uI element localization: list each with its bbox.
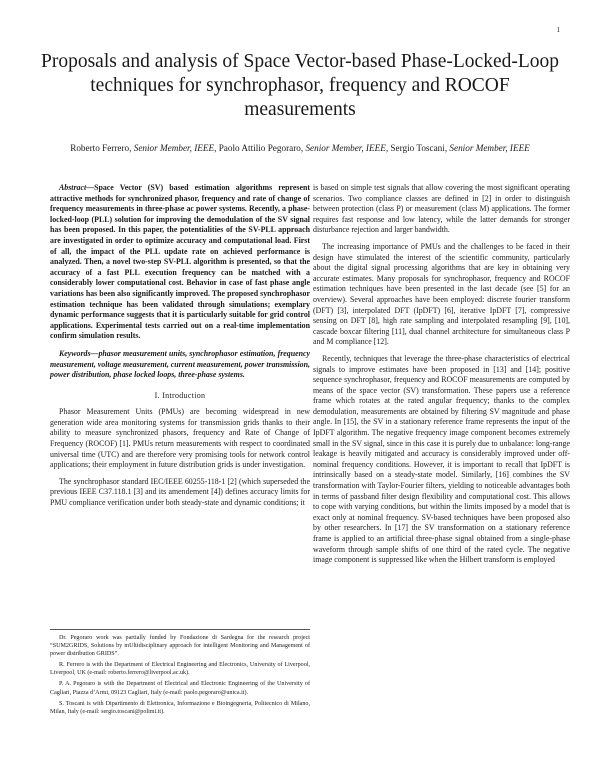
keywords-label: Keywords	[59, 348, 91, 358]
author-list	[55, 142, 545, 155]
page-number: 1	[556, 26, 560, 34]
footnote-funding: Dr. Pegoraro work was partially funded by Fondazione di Sardegna for the research project “SUM2GRIDS, Solutions by mUltidisciplinary approach for intelligent Monitoring and Management of power distribution GRIDS”.	[50, 635, 310, 658]
footnote-affiliation: R. Ferrero is with the Department of Electrical Engineering and Electronics, University of Liverpool, Liverpool, UK (e-mail: roberto.ferrero@liverpool.ac.uk).	[50, 662, 310, 677]
left-column	[50, 183, 310, 515]
paper-title: Proposals and analysis of Space Vector-based Phase-Locked-Loop techniques for synchrophasor, frequency and ROCOF measurements	[40, 51, 560, 120]
paragraph: The synchrophasor standard IEC/IEEE 60255-118-1 [2] (which superseded the previous IEEE C37.118.1 [3] and its amendement [4]) defines accuracy limits for PMU compliance verification under both steady-state and dynamic conditions; it	[50, 476, 310, 508]
keywords	[50, 349, 310, 381]
footnotes	[50, 629, 310, 719]
abstract	[50, 183, 310, 342]
author-role: Senior Member, IEEE,	[133, 143, 217, 153]
abstract-label: Abstract	[59, 183, 87, 192]
footnote-affiliation: S. Toscani is with Dipartimento di Elettronica, Informazione e Bioingegneria, Politecnico di Milano, Milan, Italy (e-mail: sergio.toscani@polimi.it).	[50, 700, 310, 715]
keywords-text: —phasor measurement units, synchrophasor estimation, frequency measurement, voltage measurement, current measurement, power transmission, power distribution, phase locked loops, three-phase systems.	[50, 348, 310, 380]
paragraph: is based on simple test signals that allow covering the most significant operating scenarios. Two compliance classes are defined in [2] in order to distinguish between protection (class P) or measurement (class M) applications. The former requires fast response and low latency, while the latter demands for stronger disturbance rejection and larger bandwidth.	[313, 183, 570, 235]
author-name: Roberto Ferrero,	[70, 143, 132, 153]
author-name: Paolo Attilio Pegoraro,	[218, 143, 304, 153]
right-column	[313, 183, 570, 572]
paragraph: Recently, techniques that leverage the three-phase characteristics of electrical signals to improve estimates have been proposed in [13] and [14]; positive sequence synchrophasor, frequency and ROCOF measurements are computed by means of the space vector (SV) transformation. These papers use a reference frame which rotates at the rated angular frequency; thanks to the complex demodulation, measurements are obtained by filtering SV magnitude and phase angle. In [15], the SV in a stationary reference frame represents the input of the IpDFT algorithm. The negative frequency image component becomes extremely small in the SV signal, since in this case it is purely due to unbalance: long-range leakage is heavily mitigated and accuracy is considerably improved under off-nominal frequency conditions. However, it is important to recall that IpDFT is intrinsically based on a steady-state model. Similarly, [16] combines the SV transformation with Taylor-Fourier filters, yielding to noticeable advantages both in terms of passband filter design flexibility and computational cost. This allows to cope with varying conditions, but within the limits imposed by a model that is exact only at nominal frequency. SV-based techniques have been proposed also by other researchers. In [17] the SV transformation on a stationary reference frame is applied to an artificial three-phase signal obtained from a single-phase waveform through sample shifts of one third of the rated cycle. The negative image component is suppressed like when the Hilbert transform is employed	[313, 353, 570, 565]
author-role: Senior Member, IEEE	[449, 143, 530, 153]
author-role: Senior Member, IEEE,	[305, 143, 389, 153]
author-name: Sergio Toscani,	[390, 143, 448, 153]
footnote-affiliation: P. A. Pegoraro is with the Department of Electrical and Electronic Engineering of the University of Cagliari, Piazza d’Armi, 09123 Cagliari, Italy (e-mail: paolo.pegoraro@unica.it).	[50, 681, 310, 696]
abstract-text: —Space Vector (SV) based estimation algorithms represent attractive methods for synchronized phasor, frequency and rate of change of frequency measurements in three-phase ac power systems. Recently, a phase-locked-loop (PLL) solution for improving the demodulation of the SV signal has been proposed. In this paper, the potentialities of the SV-PLL approach are investigated in order to optimize accuracy and computational load. First of all, the impact of the PLL update rate on achieved performance is analyzed. Then, a novel two-step SV-PLL algorithm is presented, so that the accuracy of a fast PLL execution frequency can be matched with a considerably lower computational cost. Behavior in case of fast phase angle variations has been also significantly improved. The proposed synchrophasor estimation technique has been validated through simulations; exemplary dynamic performance suggests that it is particularly suitable for grid control applications. Experimental tests carried out on a real-time implementation confirm simulation results.	[50, 183, 310, 341]
section-heading: I. Introduction	[154, 390, 206, 400]
paragraph: Phasor Measurement Units (PMUs) are becoming widespread in new generation wide area monitoring systems for transmission grids thanks to their ability to measure synchronized phasors, frequency and Rate of Change of Frequency (ROCOF) [1]. PMUs return measurements with respect to coordinated universal time (UTC) and are therefore very promising tools for network control applications; their employment in future distribution grids is under investigation.	[50, 407, 310, 470]
paragraph: The increasing importance of PMUs and the challenges to be faced in their design have stimulated the interest of the scientific community, particularly about the digital signal processing algorithms that are key in obtaining very accurate estimates. Many proposals for synchrophasor, frequency and ROCOF estimation techniques have been presented in the last decade (see [5] for an overview). Several approaches have been employed: discrete fourier transform (DFT) [3], interpolated DFT (IpDFT) [6], iterative IpDFT [7], compressive sensing on DFT [8], high rate sampling and interpolated resampling [9], [10], cascade boxcar filtering [11], dual channel architecture for simultaneous class P and M compliance [12].	[313, 241, 570, 347]
